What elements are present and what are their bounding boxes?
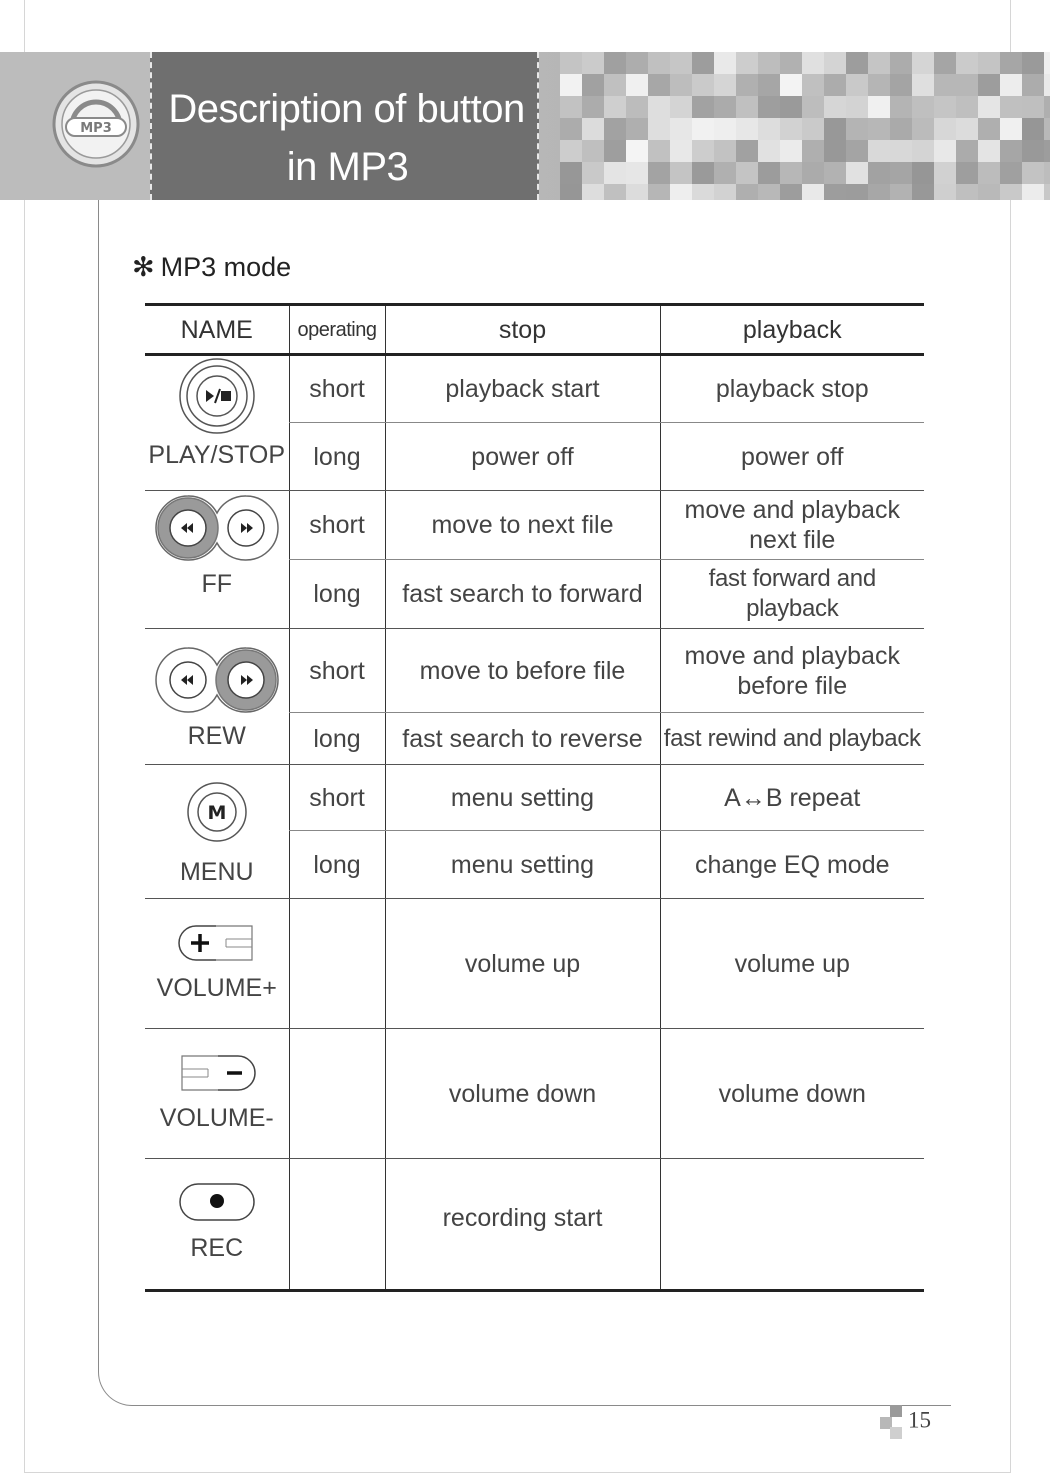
mosaic-tile	[758, 140, 780, 162]
mosaic-tile	[802, 96, 824, 118]
mosaic-tile	[978, 140, 1000, 162]
mosaic-tile	[780, 52, 802, 74]
operating-cell: short	[289, 765, 385, 831]
playback-cell: move and playback before file	[660, 629, 924, 713]
mosaic-tile	[846, 118, 868, 140]
mp3-badge-icon	[52, 80, 140, 168]
stop-cell: move to before file	[385, 629, 660, 713]
mosaic-tile	[868, 184, 890, 200]
playback-cell: move and playback next file	[660, 491, 924, 560]
mosaic-tile	[1044, 52, 1050, 74]
mosaic-tile	[670, 118, 692, 140]
page-title	[152, 80, 537, 196]
rewind-icon	[152, 643, 282, 717]
mosaic-tile	[890, 140, 912, 162]
stop-cell: playback start	[385, 355, 660, 423]
mosaic-tile	[560, 96, 582, 118]
mosaic-tile	[890, 52, 912, 74]
mosaic-tile	[714, 140, 736, 162]
mosaic-tile	[648, 140, 670, 162]
mosaic-tile	[780, 162, 802, 184]
stop-cell: fast search to reverse	[385, 713, 660, 765]
playback-cell: power off	[660, 423, 924, 491]
mosaic-tile	[582, 162, 604, 184]
mosaic-tile	[604, 74, 626, 96]
mosaic-tile	[956, 96, 978, 118]
page-number-text: 15	[908, 1407, 931, 1433]
mosaic-tile	[1000, 140, 1022, 162]
mosaic-tile	[978, 162, 1000, 184]
button-description-table	[145, 303, 924, 1292]
record-icon	[176, 1181, 258, 1223]
mosaic-tile	[978, 74, 1000, 96]
mosaic-tile	[604, 162, 626, 184]
playback-cell: fast rewind and playback	[660, 713, 924, 765]
mosaic-tile	[736, 118, 758, 140]
mosaic-tile	[956, 74, 978, 96]
mosaic-tile	[1044, 140, 1050, 162]
mosaic-tile	[978, 118, 1000, 140]
button-name-cell	[145, 765, 289, 899]
table-row	[145, 491, 924, 560]
playback-cell: fast forward and playback	[660, 560, 924, 629]
mosaic-tile	[604, 184, 626, 200]
page-number	[880, 1405, 931, 1439]
mosaic-tile	[736, 184, 758, 200]
operating-cell: short	[289, 629, 385, 713]
play-stop-icon	[178, 356, 256, 436]
mosaic-tile	[670, 74, 692, 96]
mosaic-tile	[846, 52, 868, 74]
mosaic-tile	[956, 162, 978, 184]
mosaic-tile	[736, 52, 758, 74]
mosaic-tile	[758, 184, 780, 200]
mosaic-tile	[670, 184, 692, 200]
mosaic-tile	[582, 140, 604, 162]
header-stop: stop	[385, 305, 660, 355]
mosaic-tile	[824, 74, 846, 96]
mosaic-tile	[934, 96, 956, 118]
mosaic-tile	[934, 74, 956, 96]
mosaic-tile	[560, 140, 582, 162]
playback-cell: playback stop	[660, 355, 924, 423]
stop-cell: move to next file	[385, 491, 660, 560]
table-row	[145, 1029, 924, 1159]
mosaic-tile	[802, 118, 824, 140]
mosaic-tile	[626, 162, 648, 184]
button-name-cell	[145, 1159, 289, 1291]
mosaic-tile	[846, 162, 868, 184]
mosaic-tile	[1000, 96, 1022, 118]
mosaic-tile	[978, 184, 1000, 200]
header-playback: playback	[660, 305, 924, 355]
mosaic-tile	[692, 118, 714, 140]
mosaic-tile	[692, 140, 714, 162]
mosaic-tile	[780, 140, 802, 162]
mosaic-tile	[692, 74, 714, 96]
table-row	[145, 355, 924, 423]
mosaic-tile	[802, 162, 824, 184]
button-name-label: REW	[187, 722, 246, 750]
operating-cell	[289, 1159, 385, 1291]
mosaic-tile	[582, 74, 604, 96]
mosaic-tile	[934, 118, 956, 140]
operating-cell: short	[289, 491, 385, 560]
playback-cell: change EQ mode	[660, 831, 924, 899]
operating-cell: long	[289, 831, 385, 899]
operating-cell: long	[289, 423, 385, 491]
pixel-mosaic-decoration	[560, 52, 1050, 200]
mosaic-tile	[626, 96, 648, 118]
mosaic-tile	[626, 52, 648, 74]
mosaic-tile	[1000, 118, 1022, 140]
mosaic-tile	[1044, 96, 1050, 118]
playback-cell: A↔B repeat	[660, 765, 924, 831]
mosaic-tile	[758, 118, 780, 140]
mosaic-tile	[934, 162, 956, 184]
stop-cell: menu setting	[385, 765, 660, 831]
table-row	[145, 629, 924, 713]
mosaic-tile	[582, 52, 604, 74]
table-header-row	[145, 305, 924, 355]
operating-cell: long	[289, 560, 385, 629]
mosaic-tile	[626, 118, 648, 140]
volume-up-icon	[176, 923, 258, 963]
stop-cell: fast search to forward	[385, 560, 660, 629]
mosaic-tile	[758, 96, 780, 118]
mosaic-tile	[890, 118, 912, 140]
banner-title-panel	[150, 52, 539, 200]
mosaic-tile	[582, 184, 604, 200]
mosaic-tile	[1022, 52, 1044, 74]
section-title	[132, 252, 291, 283]
stop-cell: volume up	[385, 899, 660, 1029]
mosaic-tile	[824, 96, 846, 118]
mosaic-tile	[1022, 140, 1044, 162]
button-name-label: VOLUME-	[159, 1104, 274, 1132]
mosaic-tile	[692, 184, 714, 200]
mosaic-tile	[714, 74, 736, 96]
mosaic-tile	[560, 184, 582, 200]
mosaic-tile	[582, 118, 604, 140]
mosaic-tile	[692, 96, 714, 118]
mosaic-tile	[912, 74, 934, 96]
playback-cell	[660, 1159, 924, 1291]
page-title-line2: in MP3	[286, 145, 409, 189]
mosaic-tile	[934, 184, 956, 200]
menu-icon	[186, 781, 248, 843]
mosaic-tile	[824, 162, 846, 184]
button-name-label: MENU	[179, 858, 254, 886]
mosaic-tile	[560, 162, 582, 184]
mosaic-tile	[912, 118, 934, 140]
page-title-line1: Description of button	[168, 87, 525, 131]
mosaic-tile	[802, 52, 824, 74]
operating-cell: long	[289, 713, 385, 765]
mosaic-tile	[1022, 96, 1044, 118]
mosaic-tile	[912, 96, 934, 118]
mosaic-tile	[714, 118, 736, 140]
mosaic-tile	[868, 74, 890, 96]
mosaic-tile	[868, 52, 890, 74]
mosaic-tile	[868, 118, 890, 140]
button-name-cell	[145, 491, 289, 629]
mosaic-tile	[846, 96, 868, 118]
mosaic-tile	[780, 184, 802, 200]
mosaic-tile	[604, 52, 626, 74]
mosaic-tile	[692, 162, 714, 184]
mosaic-tile	[648, 118, 670, 140]
playback-cell: volume up	[660, 899, 924, 1029]
mosaic-tile	[648, 162, 670, 184]
mosaic-tile	[912, 184, 934, 200]
mosaic-tile	[824, 140, 846, 162]
mosaic-tile	[670, 140, 692, 162]
mosaic-tile	[736, 140, 758, 162]
operating-cell	[289, 899, 385, 1029]
mosaic-tile	[978, 52, 1000, 74]
playback-cell: volume down	[660, 1029, 924, 1159]
mosaic-tile	[1044, 118, 1050, 140]
mosaic-tile	[824, 52, 846, 74]
mosaic-tile	[1022, 162, 1044, 184]
mosaic-tile	[1022, 184, 1044, 200]
mosaic-tile	[868, 162, 890, 184]
mosaic-tile	[714, 96, 736, 118]
mosaic-tile	[824, 184, 846, 200]
fast-forward-icon	[152, 491, 282, 565]
mosaic-tile	[890, 74, 912, 96]
mosaic-tile	[582, 96, 604, 118]
mosaic-tile	[868, 96, 890, 118]
stop-cell: power off	[385, 423, 660, 491]
mosaic-tile	[1000, 184, 1022, 200]
mosaic-tile	[736, 74, 758, 96]
mosaic-tile	[648, 96, 670, 118]
section-title-text: MP3 mode	[160, 252, 292, 282]
header-banner	[0, 52, 1050, 200]
mosaic-tile	[1044, 74, 1050, 96]
mosaic-tile	[1044, 162, 1050, 184]
mosaic-tile	[912, 162, 934, 184]
mosaic-tile	[890, 96, 912, 118]
table-row	[145, 1159, 924, 1291]
mosaic-tile	[780, 118, 802, 140]
mosaic-tile	[648, 74, 670, 96]
mosaic-tile	[604, 96, 626, 118]
mosaic-tile	[934, 140, 956, 162]
mosaic-tile	[648, 184, 670, 200]
mosaic-tile	[912, 140, 934, 162]
button-name-label: FF	[201, 570, 233, 598]
table-row	[145, 765, 924, 831]
mosaic-tile	[890, 184, 912, 200]
header-operating: operating	[289, 305, 385, 355]
mosaic-tile	[1022, 118, 1044, 140]
button-name-cell	[145, 1029, 289, 1159]
mosaic-tile	[626, 140, 648, 162]
mosaic-tile	[758, 52, 780, 74]
mosaic-tile	[1022, 74, 1044, 96]
mosaic-tile	[978, 96, 1000, 118]
mosaic-tile	[736, 96, 758, 118]
mosaic-tile	[670, 162, 692, 184]
mosaic-tile	[846, 74, 868, 96]
mosaic-tile	[780, 96, 802, 118]
mosaic-tile	[802, 74, 824, 96]
mosaic-tile	[802, 184, 824, 200]
button-name-label: REC	[190, 1234, 244, 1262]
mosaic-tile	[1044, 184, 1050, 200]
stop-cell: menu setting	[385, 831, 660, 899]
mosaic-tile	[868, 140, 890, 162]
mosaic-tile	[648, 52, 670, 74]
mosaic-tile	[846, 140, 868, 162]
mosaic-tile	[1000, 162, 1022, 184]
volume-down-icon	[176, 1053, 258, 1093]
mosaic-tile	[670, 52, 692, 74]
mosaic-tile	[1000, 52, 1022, 74]
mp3-badge-text: MP3	[80, 121, 112, 136]
operating-cell: short	[289, 355, 385, 423]
mosaic-tile	[956, 140, 978, 162]
mosaic-tile	[802, 140, 824, 162]
mosaic-tile	[758, 74, 780, 96]
button-name-cell	[145, 355, 289, 491]
mosaic-tile	[780, 74, 802, 96]
mosaic-tile	[692, 52, 714, 74]
stop-cell: recording start	[385, 1159, 660, 1291]
button-name-cell	[145, 629, 289, 765]
mosaic-tile	[846, 184, 868, 200]
mosaic-tile	[670, 96, 692, 118]
mosaic-tile	[604, 118, 626, 140]
button-name-cell	[145, 899, 289, 1029]
mosaic-tile	[560, 118, 582, 140]
mosaic-tile	[912, 52, 934, 74]
operating-cell	[289, 1029, 385, 1159]
mosaic-tile	[560, 74, 582, 96]
button-name-label: VOLUME+	[156, 974, 277, 1002]
mosaic-tile	[824, 118, 846, 140]
section-mark: ✻	[132, 252, 155, 282]
menu-icon-letter: M	[207, 802, 227, 824]
mosaic-tile	[956, 118, 978, 140]
button-name-label: PLAY/STOP	[148, 441, 286, 469]
mosaic-tile	[714, 184, 736, 200]
mosaic-tile	[626, 74, 648, 96]
stop-cell: volume down	[385, 1029, 660, 1159]
mosaic-tile	[956, 52, 978, 74]
page-corner-icon	[880, 1405, 904, 1439]
mosaic-tile	[956, 184, 978, 200]
mosaic-tile	[604, 140, 626, 162]
table-row	[145, 899, 924, 1029]
header-name: NAME	[145, 305, 289, 355]
mosaic-tile	[714, 162, 736, 184]
mosaic-tile	[890, 162, 912, 184]
mosaic-tile	[560, 52, 582, 74]
mosaic-tile	[1000, 74, 1022, 96]
mosaic-tile	[736, 162, 758, 184]
mosaic-tile	[626, 184, 648, 200]
mosaic-tile	[758, 162, 780, 184]
mosaic-tile	[934, 52, 956, 74]
mosaic-tile	[714, 52, 736, 74]
